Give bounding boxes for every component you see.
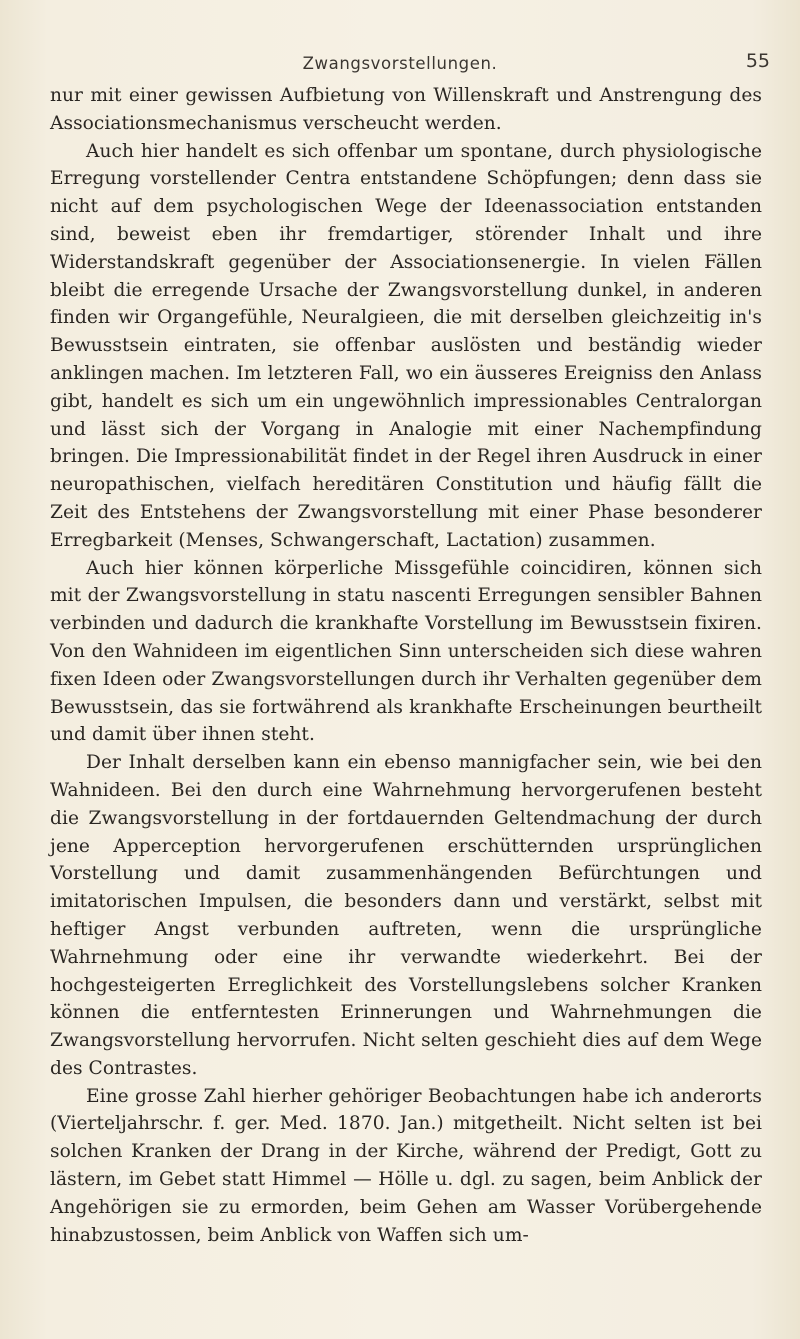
paragraph: Eine grosse Zahl hierher gehöriger Beobachtungen habe ich anderorts (Vierteljahrschr. f. ger. Med. 1870. Jan.) mitgetheilt. Nicht selten ist bei solchen Kranken der Drang in der Kirche, während der Predigt, Gott zu lästern, im Gebet statt Himmel — Hölle u. dgl. zu sagen, beim Anblick der Angehörigen sie zu ermorden, beim Gehen am Wasser Vorübergehende hinabzustossen, beim Anblick von Waffen sich um- — [50, 1085, 762, 1246]
paragraph-continuation: nur mit einer gewissen Aufbietung von Willenskraft und Anstrengung des Associationsmechanismus verscheucht werden. — [50, 85, 762, 134]
paragraph: Auch hier handelt es sich offenbar um spontane, durch physiologische Erregung vorstellender Centra entstandene Schöpfungen; denn dass sie nicht auf dem psychologischen Wege der Ideenassociation entstanden sind, beweist eben ihr fremdartiger, störender Inhalt und ihre Widerstandskraft gegenüber der Associationsenergie. In vielen Fällen bleibt die erregende Ursache der Zwangsvorstellung dunkel, in anderen finden wir Organgefühle, Neuralgieen, die mit derselben gleichzeitig in's Bewusstsein eintraten, sie offenbar auslösten und beständig wieder anklingen machen. Im letzteren Fall, wo ein äusseres Ereigniss den Anlass gibt, handelt es sich um ein ungewöhnlich impressionables Centralorgan und lässt sich der Vorgang in Analogie mit einer Nachempfindung bringen. Die Impressionabilität findet in der Regel ihren Ausdruck in einer neuropathischen, vielfach hereditären Constitution und häufig fällt die Zeit des Entstehens der Zwangsvorstellung mit einer Phase besonderer Erregbarkeit (Menses, Schwangerschaft, Lactation) zusammen. — [50, 140, 762, 551]
page-number: 55 — [745, 50, 770, 72]
body-text — [50, 82, 762, 1249]
running-title: Zwangsvorstellungen. — [302, 54, 498, 73]
paragraph: Auch hier können körperliche Missgefühle coincidiren, können sich mit der Zwangsvorstellung in statu nascenti Erregungen sensibler Bahnen verbinden und dadurch die krankhafte Vorstellung im Bewusstsein fixiren. Von den Wahnideen im eigentlichen Sinn unterscheiden sich diese wahren fixen Ideen oder Zwangsvorstellungen durch ihr Verhalten gegenüber dem Bewusstsein, das sie fortwährend als krankhafte Erscheinungen beurtheilt und damit über ihnen steht. — [50, 557, 762, 746]
paragraph: Der Inhalt derselben kann ein ebenso mannigfacher sein, wie bei den Wahnideen. Bei den durch eine Wahrnehmung hervorgerufenen besteht die Zwangsvorstellung in der fortdauernden Geltendmachung der durch jene Apperception hervorgerufenen erschütternden ursprünglichen Vorstellung und damit zusammenhängenden Befürchtungen und imitatorischen Impulsen, die besonders dann und verstärkt, selbst mit heftiger Angst verbunden auftreten, wenn die ursprüngliche Wahrnehmung oder eine ihr verwandte wiederkehrt. Bei der hochgesteigerten Erreglichkeit des Vorstellungslebens solcher Kranken können die entferntesten Erinnerungen und Wahrnehmungen die Zwangsvorstellung hervorrufen. Nicht selten geschieht dies auf dem Wege des Contrastes. — [50, 752, 762, 1079]
